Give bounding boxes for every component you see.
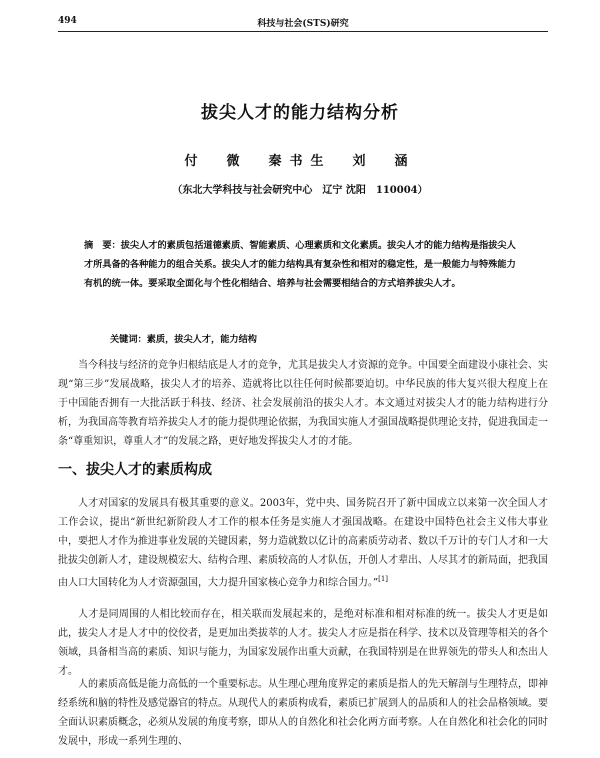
section-heading: 一、拔尖人才的素质构成 [58, 462, 212, 478]
affiliation: （东北大学科技与社会研究中心 辽宁 沈阳 110004） [172, 185, 428, 196]
paragraph-talent-strategy [58, 494, 548, 592]
abstract [84, 236, 524, 293]
authors: 付 微 秦书生 刘 涵 [184, 154, 416, 169]
paragraph-quality: 人的素质高低是能力高低的一个重要标志。从生理心理角度界定的素质是指人的先天解剖与生理特点，即神经系统和脑的特性及感觉器官的特点。从现代人的素质构成看，素质已扩展到人的品质和人的社会品格领域。要全面认识素质概念，必须从发展的角度考察，即从人的自然化和社会化两方面考察。人在自然化和社会化的同时发展中，形成一系列生理的、 [58, 679, 548, 747]
intro-paragraph: 当今科技与经济的竞争归根结底是人才的竞争，尤其是拔尖人才资源的竞争。中国要全面建设小康社会、实现“第三步”发展战略，拔尖人才的培养、造就将比以往任何时候都要迫切。中华民族的伟大复兴很大程度上在于中国能否拥有一大批活跃于科技、经济、社会发展前沿的拔尖人才。本文通过对拔尖人才的能力结构进行分析，为我国高等教育培养拔尖人才的能力提供理论依据，为我国实施人才强国战略提供理论支持，促进我国走一条“尊重知识，尊重人才”的发展之路，更好地发挥拔尖人才的才能。 [58, 360, 548, 447]
paragraph-talent-definition: 人才是同周围的人相比较而存在，相关联而发展起来的，是绝对标准和相对标准的统一。拔尖人才更是如此，拔尖人才是人才中的佼佼者，是更加出类拔萃的人才。拔尖人才应是指在科学、技术以及管理等相关的各个领域，具备相当高的素质、知识与能力，为国家发展作出重大贡献，在我国特别是在世界领先的带头人和杰出人才。 [58, 609, 548, 677]
abstract-label: 摘 要： [84, 240, 121, 251]
page-number: 494 [58, 16, 77, 26]
keywords-text: 素质，拔尖人才，能力结构 [146, 334, 257, 345]
citation-ref: [1] [378, 575, 389, 583]
article-title: 拔尖人才的能力结构分析 [201, 103, 399, 123]
keywords [110, 331, 530, 345]
keywords-label: 关键词： [110, 334, 147, 345]
running-header [58, 16, 548, 30]
journal-title: 科技与社会(STS)研究 [257, 19, 349, 29]
paragraph-text: 人才对国家的发展具有极其重要的意义。2003年，党中央、国务院召开了新中国成立以来第一次全国人才工作会议，提出“新世纪新阶段人才工作的根本任务是实施人才强国战略。在建设中国特色社会主义伟大事业中，要把人才作为推进事业发展的关键因素，努力造就数以亿计的高素质劳动者、数以千万计的专门人才和一大批拔尖创新人才，建设规模宏大、结构合理、素质较高的人才队伍，开创人才辈出、人尽其才的新局面，把我国由人口大国转化为人才资源强国，大力提升国家核心竞争力和综合国力。” [58, 498, 548, 589]
abstract-text: 拔尖人才的素质包括道德素质、智能素质、心理素质和文化素质。拔尖人才的能力结构是指拔尖人才所具备的各种能力的组合关系。拔尖人才的能力结构具有复杂性和相对的稳定性，是一般能力与特殊能力有机的统一体。要采取全面化与个性化相结合、培养与社会需要相结合的方式培养拔尖人才。 [84, 240, 516, 289]
header-rule [58, 31, 548, 32]
